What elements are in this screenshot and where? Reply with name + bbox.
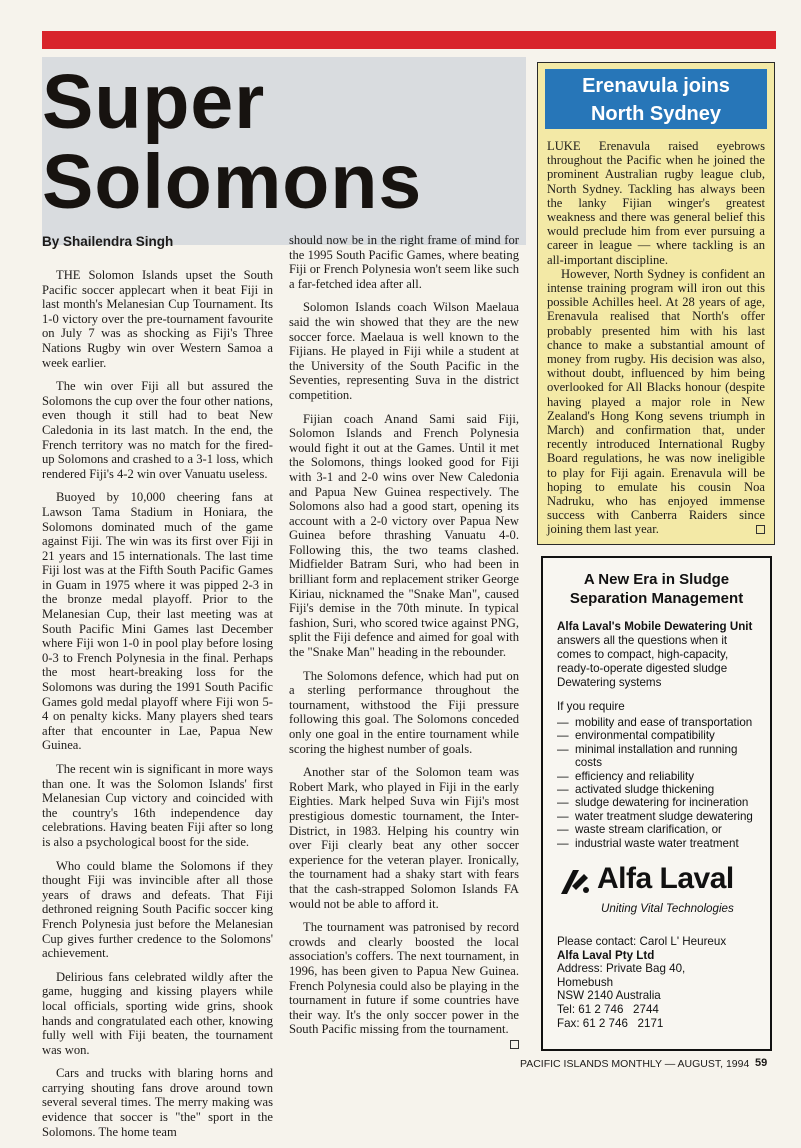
sidebar-title-line-2: North Sydney [590, 103, 722, 125]
contact-address: NSW 2140 Australia [557, 989, 661, 1003]
sidebar-box [537, 62, 775, 545]
paragraph: Solomon Islands coach Wilson Maelaua said the win showed that they are the new soccer force. Maelaua is well known to the Fijians. He played in Fiji while a student at the University of the South Pacific in the Seventies, representing Suva in the district competition. [289, 300, 519, 402]
list-item: — mobility and ease of transportation [557, 716, 760, 729]
logo-wordmark: Alfa Laval [597, 862, 734, 896]
list-item: — industrial waste water treatment [557, 837, 760, 850]
paragraph: should now be in the right frame of mind for the 1995 South Pacific Games, where beating Fiji or French Polynesia won't seem like such a far-fetched idea after all. [289, 233, 519, 291]
ad-lead-text: answers all the questions when it comes to compact, high-capacity, ready-to-operate digested sludge Dewatering systems [557, 634, 729, 689]
ad-require-label: If you require [557, 700, 625, 713]
paragraph: The recent win is significant in more ways than one. It was the Solomon Islands' first Melanesian Cup victory and coincided with the country's 16th independence day celebrations. Having beaten Fiji after so long is also a psychological boost for the side. [42, 762, 273, 849]
paragraph: THE Solomon Islands upset the South Pacific soccer applecart when it beat Fiji in last month's Melanesian Cup Tournament. Its 1-0 victory over the pre-tournament favourite on July 7 was as shocking as Fiji's Three Nations Rugby win over Western Samoa a week earlier. [42, 268, 273, 370]
ad-contact [557, 935, 756, 1030]
contact-address: Address: Private Bag 40, [557, 962, 686, 976]
headline-line-1: Super [42, 59, 266, 145]
advertisement [541, 556, 772, 1051]
end-mark-icon [510, 1040, 519, 1049]
ad-headline: A New Era in Sludge Separation Management [569, 571, 744, 607]
alfa-laval-logo [557, 862, 770, 900]
sidebar-body [547, 139, 765, 537]
list-item: — sludge dewatering for incineration [557, 796, 760, 809]
paragraph-text: The tournament was patronised by record crowds and clearly boosted the local association's coffers. The next tournament, in 1996, has been given to Papua New Guinea. French Polynesia could also be playing in the tournament in future if some countries have their way. It's the only soccer power in the South Pacific missing from the tournament. [289, 920, 519, 1037]
paragraph: Fijian coach Anand Sami said Fiji, Solomon Islands and French Polynesia would fight it out at the Games. Until it met the Solomons, things looked good for Fiji with 3-1 and 2-0 wins over New Caledonia and Papua New Guinea respectively. The Solomons also had a good start, opening its account with a 2-0 victory over Papua New Guinea before thrashing Vanuatu 4-0. Following this, the two teams clashed. Midfielder Batram Suri, who had been in brilliant form and replacement striker George Kiriau, nicknamed the "Snake Man", caused Fiji's demise in the 70th minute. In typical fashion, Suri, who scored twice against PNG, split the Fiji defence and aimed for goal with the "Snake Man" heading in the rebounder. [289, 411, 519, 660]
sidebar-title [545, 69, 767, 129]
ad-tagline: Uniting Vital Technologies [601, 902, 734, 916]
page-footer: PACIFIC ISLANDS MONTHLY — AUGUST, 1994 [520, 1058, 750, 1070]
article-column-2 [289, 233, 519, 1049]
paragraph: Cars and trucks with blaring horns and carrying shouting fans drove around town several several times. The merry making was evidence that soccer is "the" sport in the Solomons. The home team [42, 1066, 273, 1139]
paragraph: The win over Fiji all but assured the Solomons the cup over the four other nations, even though it still had to beat New Caledonia in its last match. In the end, the French territory was no match for the fired-up Solomons and crashed to a 3-1 loss, which rendered Fiji's 4-2 win over Vanuatu useless. [42, 379, 273, 481]
byline: By Shailendra Singh [42, 234, 174, 249]
list-item: — water treatment sludge dewatering [557, 810, 760, 823]
alfa-laval-logo-icon [559, 866, 593, 896]
sidebar-title-line-1: Erenavula joins [582, 75, 730, 97]
ad-lead [557, 620, 756, 690]
contact-tel: Tel: 61 2 746 2744 [557, 1003, 659, 1017]
paragraph: Buoyed by 10,000 cheering fans at Lawson Tama Stadium in Honiara, the Solomons dominated much of the game against Fiji. The win was its first over Fiji in 21 years and 15 internationals. The last time Fiji lost was at the Fifth South Pacific Games in Guam in 1975 where it was pipped 2-3 in the bronze medal playoff. Prior to the Melanesian Cup, their last meeting was at South Pacific Mini Games last December where Fiji won 1-0 in pool play before losing 0-3 to French Polynesia in the final. Perhaps the most heart-breaking loss for the Solomons was during the 1991 South Pacific Games gold medal playoff where Fiji won 5-4 on penalty kicks. Many players shed tears after that encounter in Lae, Papua New Guinea. [42, 490, 273, 753]
paragraph: Delirious fans celebrated wildly after the game, hugging and kissing players while local officials, sporting wide grins, shook hands and congratulated each other, knowing fully well with Fiji beaten, the tournament was won. [42, 969, 273, 1057]
article-headline [42, 59, 423, 225]
list-item: — waste stream clarification, or [557, 823, 760, 836]
paragraph [289, 920, 519, 1037]
sidebar-paragraph: LUKE Erenavula raised eyebrows throughout the Pacific when he joined the prominent Australian rugby league club, North Sydney. Tackling has always been the lanky Fijian winger's greatest weakness and there was general belief this would preclude him from ever pursuing a career in league — where tackling is an all-important discipline. [547, 139, 765, 267]
end-mark-icon [756, 525, 765, 534]
list-item: — minimal installation and running costs [557, 743, 760, 770]
headline-line-2: Solomons [42, 139, 423, 225]
sidebar-paragraph-text: However, North Sydney is confident an intense training program will iron out this possible Achilles heel. At 28 years of age, Erenavula realised that North's offer probably presented him with his last chance to make a substantial amount of money from rugby. His decision was also, without doubt, influenced by him being overlooked for All Blacks honour (despite having played a major role in New Zealand's Hong Kong sevens triumph in March) and confirmation that, under recently introduced International Rugby Board regulations, he was now ineligible to play for Fiji again. Erenavula will be hoping to emulate his cousin Noa Nadruku, who has enjoyed immense success with Canberra Raiders since joining them last year. [547, 266, 765, 537]
page-number: 59 [755, 1057, 768, 1069]
list-item: — efficiency and reliability [557, 770, 760, 783]
paragraph: Another star of the Solomon team was Robert Mark, who played in Fiji in the early Eighties. Mark helped Suva win Fiji's most prestigious domestic tournament, the Inter-District, in 1983. Helping his country win over Fiji clearly beat any other soccer experience for the veteran player. Ironically, the tournament had a shaky start with fears that the cash-strapped Solomon Islands FA would not be able to afford it. [289, 765, 519, 911]
contact-company: Alfa Laval Pty Ltd [557, 948, 655, 962]
paragraph: The Solomons defence, which had put on a sterling performance throughout the tournament, withstood the Fiji pressure following this goal. The Solomons conceded only one goal in the entire tournament while scoring the highest number of goals. [289, 668, 519, 756]
ad-feature-list [557, 716, 760, 850]
paragraph: Who could blame the Solomons if they thought Fiji was invincible after all those years of draws and defeats. That Fiji dethroned reigning South Pacific soccer king French Polynesia just before the Melanesian Cup gives further credence to the Solomons' achievement. [42, 858, 273, 961]
contact-person: Please contact: Carol L' Heureux [557, 935, 727, 949]
ad-lead-bold: Alfa Laval's Mobile Dewatering Unit [557, 620, 753, 633]
sidebar-paragraph [547, 267, 765, 537]
list-item: — activated sludge thickening [557, 783, 760, 796]
contact-fax: Fax: 61 2 746 2171 [557, 1016, 664, 1030]
top-red-bar [42, 31, 776, 49]
article-column-1 [42, 268, 273, 1148]
contact-address: Homebush [557, 975, 614, 989]
list-item: — environmental compatibility [557, 729, 760, 742]
